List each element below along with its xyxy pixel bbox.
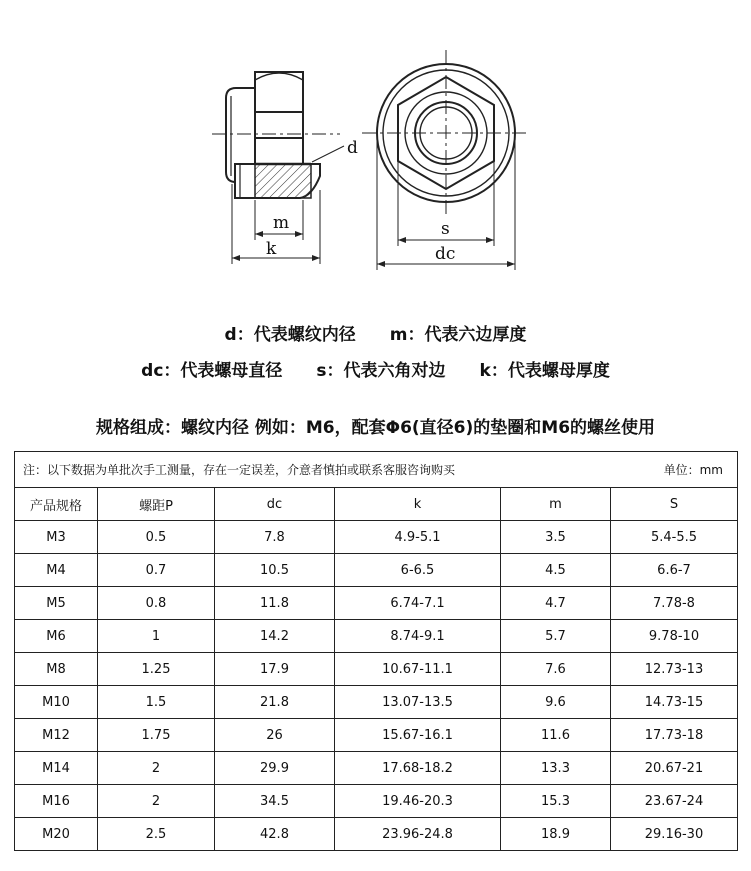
label-d: d xyxy=(347,138,358,158)
cell-pitch: 2.5 xyxy=(98,818,215,851)
cell-dc: 10.5 xyxy=(215,554,335,587)
cell-k: 10.67-11.1 xyxy=(335,653,501,686)
cell-pitch: 1.25 xyxy=(98,653,215,686)
cell-dc: 42.8 xyxy=(215,818,335,851)
cell-dc: 17.9 xyxy=(215,653,335,686)
table-note: 注：以下数据为单批次手工测量，存在一定误差，介意者慎拍或联系客服咨询购买 xyxy=(23,463,456,477)
cell-pitch: 2 xyxy=(98,785,215,818)
header-pitch: 螺距P xyxy=(98,488,215,521)
nut-technical-drawing xyxy=(0,0,751,300)
cell-m: 4.5 xyxy=(501,554,611,587)
legend-line-1 xyxy=(0,320,751,345)
table-unit: 单位：mm xyxy=(663,463,723,477)
cell-spec: M16 xyxy=(15,785,98,818)
cell-spec: M10 xyxy=(15,686,98,719)
cell-dc: 34.5 xyxy=(215,785,335,818)
cell-dc: 14.2 xyxy=(215,620,335,653)
cell-dc: 21.8 xyxy=(215,686,335,719)
cell-m: 4.7 xyxy=(501,587,611,620)
cell-pitch: 0.5 xyxy=(98,521,215,554)
table-row xyxy=(15,521,738,554)
header-spec: 产品规格 xyxy=(15,488,98,521)
label-m: m xyxy=(273,213,290,233)
cell-m: 18.9 xyxy=(501,818,611,851)
cell-m: 7.6 xyxy=(501,653,611,686)
cell-dc: 11.8 xyxy=(215,587,335,620)
cell-k: 6.74-7.1 xyxy=(335,587,501,620)
cell-s: 29.16-30 xyxy=(611,818,738,851)
cell-spec: M8 xyxy=(15,653,98,686)
cell-s: 5.4-5.5 xyxy=(611,521,738,554)
cell-s: 6.6-7 xyxy=(611,554,738,587)
cell-pitch: 0.7 xyxy=(98,554,215,587)
cell-dc: 26 xyxy=(215,719,335,752)
table-row xyxy=(15,686,738,719)
legend-line-2 xyxy=(0,356,751,381)
legend-dc: dc：代表螺母直径 xyxy=(141,361,283,381)
cell-spec: M6 xyxy=(15,620,98,653)
cell-pitch: 1.75 xyxy=(98,719,215,752)
header-dc: dc xyxy=(215,488,335,521)
cell-s: 20.67-21 xyxy=(611,752,738,785)
cell-s: 9.78-10 xyxy=(611,620,738,653)
table-row xyxy=(15,620,738,653)
legend-s: s：代表六角对边 xyxy=(316,361,446,381)
table-header-row xyxy=(15,488,738,521)
cell-spec: M5 xyxy=(15,587,98,620)
cell-spec: M20 xyxy=(15,818,98,851)
cell-m: 5.7 xyxy=(501,620,611,653)
cell-s: 7.78-8 xyxy=(611,587,738,620)
cell-s: 17.73-18 xyxy=(611,719,738,752)
nut-side-view xyxy=(212,72,344,264)
cell-pitch: 1 xyxy=(98,620,215,653)
table-row xyxy=(15,752,738,785)
legend-k: k：代表螺母厚度 xyxy=(479,361,610,381)
table-row xyxy=(15,554,738,587)
cell-k: 17.68-18.2 xyxy=(335,752,501,785)
legend-d: d：代表螺纹内径 xyxy=(224,325,356,345)
cell-m: 3.5 xyxy=(501,521,611,554)
cell-s: 23.67-24 xyxy=(611,785,738,818)
cell-k: 15.67-16.1 xyxy=(335,719,501,752)
header-k: k xyxy=(335,488,501,521)
legend-m: m：代表六边厚度 xyxy=(389,325,527,345)
cell-dc: 29.9 xyxy=(215,752,335,785)
cell-dc: 7.8 xyxy=(215,521,335,554)
table-row xyxy=(15,719,738,752)
spec-table xyxy=(14,451,738,851)
cell-spec: M4 xyxy=(15,554,98,587)
cell-k: 4.9-5.1 xyxy=(335,521,501,554)
table-row xyxy=(15,818,738,851)
cell-s: 12.73-13 xyxy=(611,653,738,686)
cell-pitch: 0.8 xyxy=(98,587,215,620)
cell-m: 15.3 xyxy=(501,785,611,818)
cell-k: 13.07-13.5 xyxy=(335,686,501,719)
cell-k: 8.74-9.1 xyxy=(335,620,501,653)
header-m: m xyxy=(501,488,611,521)
table-row xyxy=(15,653,738,686)
table-row xyxy=(15,587,738,620)
cell-pitch: 2 xyxy=(98,752,215,785)
cell-spec: M12 xyxy=(15,719,98,752)
cell-k: 19.46-20.3 xyxy=(335,785,501,818)
label-k: k xyxy=(266,239,277,259)
label-dc: dc xyxy=(435,244,456,264)
cell-pitch: 1.5 xyxy=(98,686,215,719)
cell-k: 6-6.5 xyxy=(335,554,501,587)
cell-spec: M3 xyxy=(15,521,98,554)
label-s: s xyxy=(441,219,450,239)
cell-s: 14.73-15 xyxy=(611,686,738,719)
table-row xyxy=(15,785,738,818)
header-s: S xyxy=(611,488,738,521)
cell-spec: M14 xyxy=(15,752,98,785)
cell-k: 23.96-24.8 xyxy=(335,818,501,851)
cell-m: 11.6 xyxy=(501,719,611,752)
cell-m: 13.3 xyxy=(501,752,611,785)
cell-m: 9.6 xyxy=(501,686,611,719)
table-note-row xyxy=(15,452,738,488)
spec-subtitle: 规格组成：螺纹内径 例如：M6，配套Φ6(直径6)的垫圈和M6的螺丝使用 xyxy=(95,418,656,438)
